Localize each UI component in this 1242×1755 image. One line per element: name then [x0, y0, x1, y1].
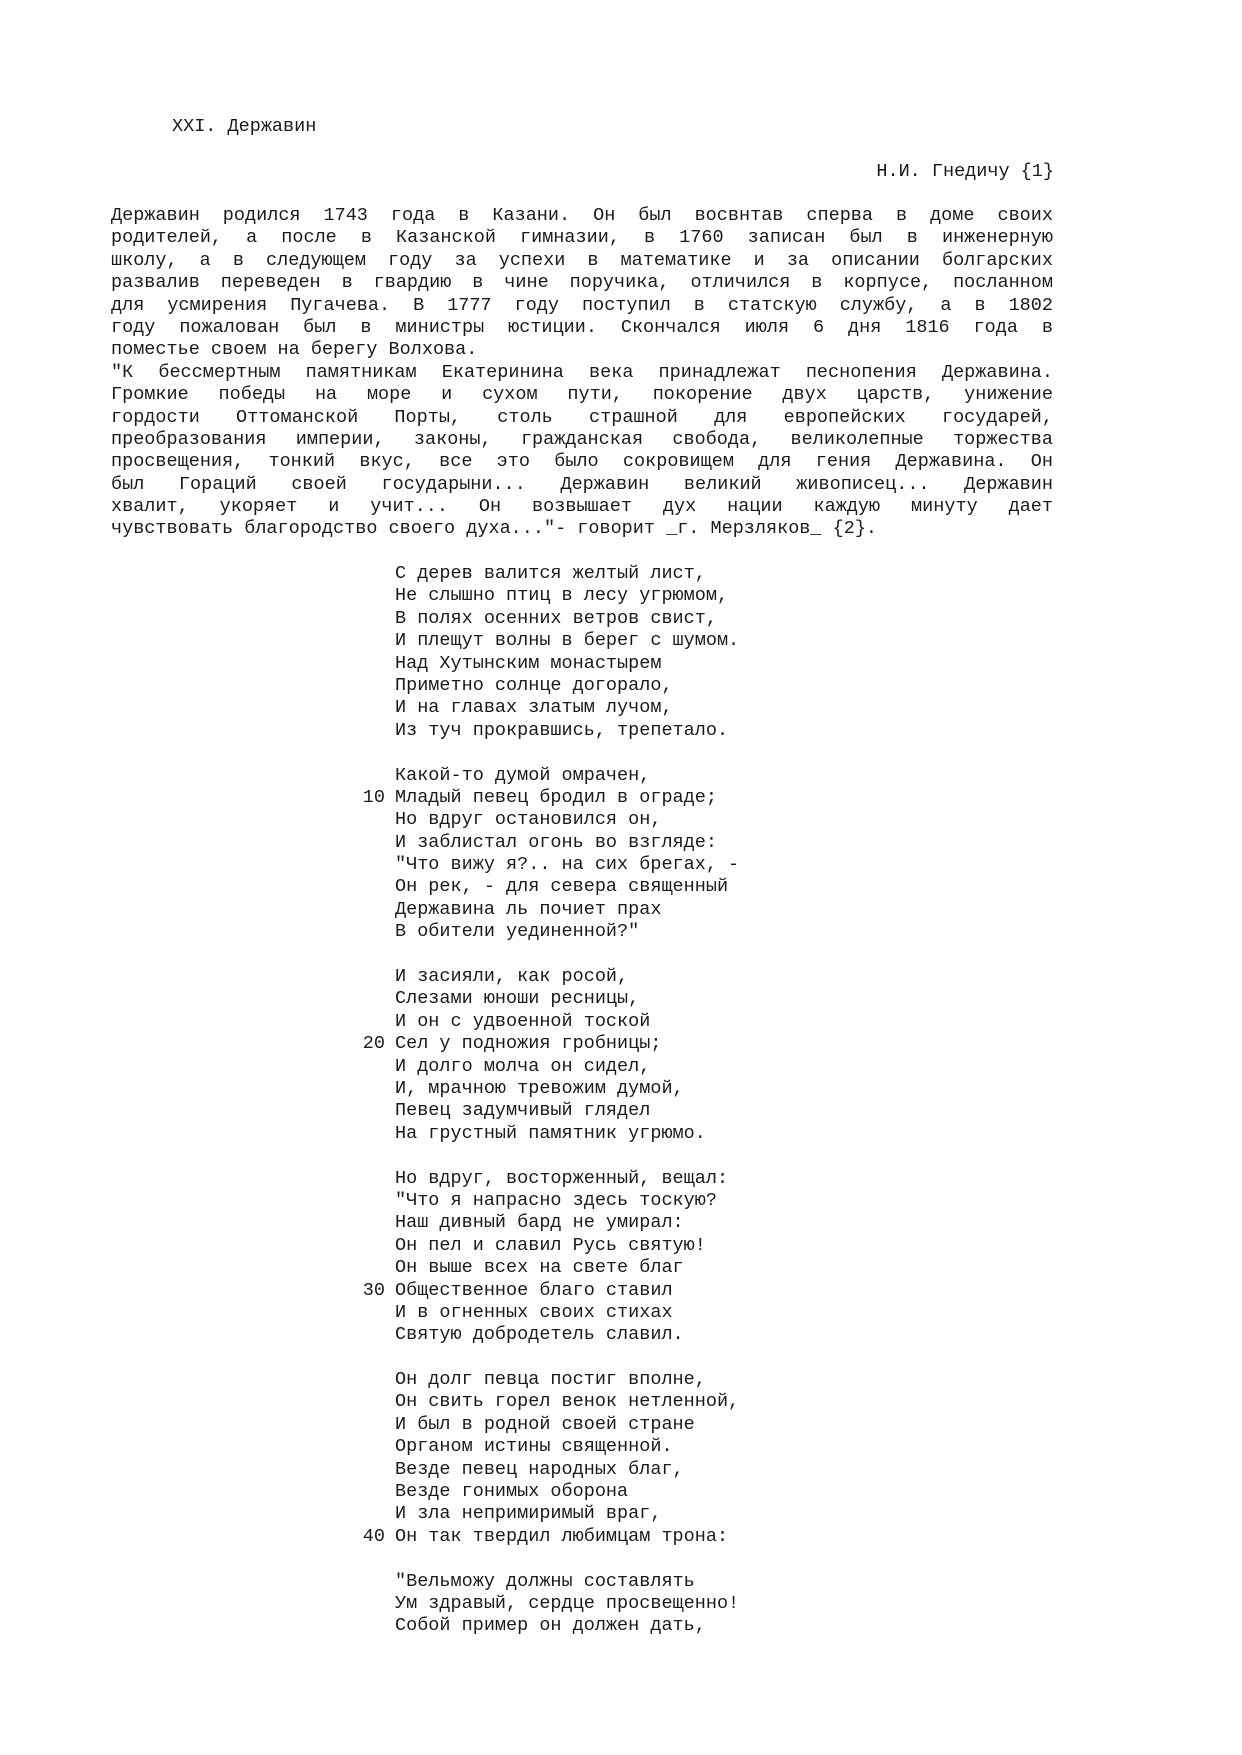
poem-line	[357, 630, 857, 652]
poem-line	[357, 720, 857, 742]
poem-line-text: Он рек, - для севера священный	[395, 876, 729, 898]
poem-line-text: Над Хутынским монастырем	[395, 652, 662, 674]
poem-line-text: И плещут волны в берег с шумом.	[395, 630, 740, 652]
poem-line	[357, 765, 857, 787]
poem-line	[357, 1436, 857, 1458]
poem-line	[357, 1190, 857, 1212]
poem-line	[357, 585, 857, 607]
poem-line	[357, 1280, 857, 1302]
poem-line-text: Какой-то думой омрачен,	[395, 764, 651, 786]
poem-line	[357, 1212, 857, 1234]
poem-line-text: Собой пример он должен дать,	[395, 1615, 706, 1637]
poem-line-text: И долго молча он сидел,	[395, 1055, 651, 1077]
poem-line	[357, 1414, 857, 1436]
poem-line-text: И он с удвоенной тоской	[395, 1010, 651, 1032]
poem-line	[357, 832, 857, 854]
poem-line	[357, 1503, 857, 1525]
poem-line-text: И, мрачною тревожим думой,	[395, 1077, 684, 1099]
prose-line: родителей, а после в Казанской гимназии, в 1760 записан был в инженерную	[111, 227, 1053, 249]
poem-line	[357, 653, 857, 675]
poem-line	[357, 1302, 857, 1324]
poem-line	[357, 675, 857, 697]
stanza-gap	[357, 1548, 857, 1570]
prose-line: преобразования империи, законы, гражданская свобода, великолепные торжества	[111, 428, 1053, 450]
line-number: 40	[362, 1525, 385, 1547]
poem-line-text: Державина ль почиет прах	[395, 898, 662, 920]
poem-line	[357, 1391, 857, 1413]
poem-line-text: Но вдруг, восторженный, вещал:	[395, 1167, 729, 1189]
poem-line-text: "Что вижу я?.. на сих брегах, -	[395, 854, 740, 876]
prose-paragraph	[111, 205, 1053, 541]
poem-line	[357, 899, 857, 921]
prose-line: для усмирения Пугачева. В 1777 году поступил в статскую службу, а в 1802	[111, 294, 1053, 316]
poem-line-text: С дерев валится желтый лист,	[395, 563, 706, 584]
poem-line	[357, 1123, 857, 1145]
dedication-line: Н.И. Гнедичу {1}	[876, 161, 1054, 182]
prose-line: хвалит, укоряет и учит... Он возвышает дух нации каждую минуту дает	[111, 496, 1053, 518]
chapter-heading: XXI. Державин	[172, 116, 317, 137]
poem-line	[357, 608, 857, 630]
prose-line: Громкие победы на море и сухом пути, покорение двух царств, унижение	[111, 384, 1053, 406]
poem-line-text: Не слышно птиц в лесу угрюмом,	[395, 585, 729, 607]
poem-line-text: На грустный памятник угрюмо.	[395, 1122, 706, 1144]
poem-line	[357, 787, 857, 809]
prose-line: просвещения, тонкий вкус, все это было сокровищем для гения Державина. Он	[111, 451, 1053, 473]
poem-line	[357, 1033, 857, 1055]
poem-line	[357, 697, 857, 719]
poem-line	[357, 1168, 857, 1190]
poem-line-text: И зла непримиримый враг,	[395, 1503, 662, 1525]
poem-line-text: И заблистал огонь во взгляде:	[395, 831, 717, 853]
poem-line-text: Он свить горел венок нетленной,	[395, 1391, 740, 1413]
prose-line: был Гораций своей государыни... Державин великий живописец... Державин	[111, 473, 1053, 495]
poem-line-text: И засияли, как росой,	[395, 966, 629, 988]
stanza-gap	[357, 1145, 857, 1167]
poem-line	[357, 876, 857, 898]
poem-line	[357, 1615, 857, 1637]
prose-line: развалив переведен в гвардию в чине поручика, отличился в корпусе, посланном	[111, 272, 1053, 294]
poem-line	[357, 1481, 857, 1503]
poem-line	[357, 1235, 857, 1257]
poem-line	[357, 1526, 857, 1548]
poem-line-text: И на главах златым лучом,	[395, 697, 673, 719]
stanza-gap	[357, 1347, 857, 1369]
poem-line-text: Он выше всех на свете благ	[395, 1257, 684, 1279]
poem-line	[357, 1459, 857, 1481]
stanza-gap	[357, 944, 857, 966]
poem-line-text: Певец задумчивый глядел	[395, 1100, 651, 1122]
poem-line	[357, 1593, 857, 1615]
poem-line	[357, 1369, 857, 1391]
poem-line-text: Наш дивный бард не умирал:	[395, 1212, 684, 1234]
prose-line: чувствовать благородство своего духа..."- говорит _г. Мерзляков_ {2}.	[111, 518, 878, 540]
poem-text	[357, 563, 857, 1638]
poem-line-text: Приметно солнце догорало,	[395, 674, 673, 696]
poem-line	[357, 988, 857, 1010]
poem-line	[357, 966, 857, 988]
prose-line: году пожалован был в министры юстиции. Скончался июля 6 дня 1816 года в	[111, 316, 1053, 338]
poem-line-text: Ум здравый, сердце просвещенно!	[395, 1592, 740, 1614]
poem-line	[357, 1257, 857, 1279]
poem-line-text: Но вдруг остановился он,	[395, 809, 662, 831]
poem-line-text: Везде гонимых оборона	[395, 1481, 629, 1503]
poem-line-text: Слезами юноши ресницы,	[395, 988, 640, 1010]
prose-line: гордости Оттоманской Порты, столь страшной для европейских государей,	[111, 406, 1053, 428]
prose-line: "К бессмертным памятникам Екатеринина века принадлежат песнопения Державина.	[111, 361, 1053, 383]
poem-line-text: В полях осенних ветров свист,	[395, 607, 717, 629]
prose-line: поместье своем на берегу Волхова.	[111, 339, 478, 361]
line-number: 30	[362, 1279, 385, 1301]
prose-line: Державин родился 1743 года в Казани. Он был восвнтав сперва в доме своих	[111, 205, 1053, 226]
poem-line-text: Общественное благо ставил	[395, 1279, 673, 1301]
line-number: 20	[362, 1033, 385, 1055]
poem-line-text: Святую добродетель славил.	[395, 1324, 684, 1346]
poem-line-text: И в огненных своих стихах	[395, 1301, 673, 1323]
poem-line	[357, 563, 857, 585]
poem-line-text: Он пел и славил Русь святую!	[395, 1234, 706, 1256]
poem-line-text: И был в родной своей стране	[395, 1413, 695, 1435]
prose-line: школу, а в следующем году за успехи в математике и за описании болгарских	[111, 249, 1053, 271]
poem-line-text: Он так твердил любимцам трона:	[395, 1525, 729, 1547]
stanza-gap	[357, 742, 857, 764]
poem-line	[357, 1011, 857, 1033]
poem-line-text: "Вельможу должны составлять	[395, 1570, 695, 1592]
poem-line-text: Везде певец народных благ,	[395, 1458, 684, 1480]
poem-line	[357, 921, 857, 943]
poem-line	[357, 809, 857, 831]
poem-line-text: Сел у подножия гробницы;	[395, 1033, 662, 1055]
poem-line-text: "Что я напрасно здесь тоскую?	[395, 1189, 717, 1211]
line-number: 10	[362, 786, 385, 808]
poem-line-text: Младый певец бродил в ограде;	[395, 786, 717, 808]
poem-line-text: Он долг певца постиг вполне,	[395, 1369, 706, 1391]
poem-line	[357, 1078, 857, 1100]
poem-line	[357, 1571, 857, 1593]
poem-line	[357, 1056, 857, 1078]
poem-line	[357, 1100, 857, 1122]
poem-line	[357, 1324, 857, 1346]
poem-line-text: В обители уединенной?"	[395, 921, 640, 943]
poem-line-text: Из туч прокравшись, трепетало.	[395, 719, 729, 741]
poem-line-text: Органом истины священной.	[395, 1436, 673, 1458]
poem-line	[357, 854, 857, 876]
